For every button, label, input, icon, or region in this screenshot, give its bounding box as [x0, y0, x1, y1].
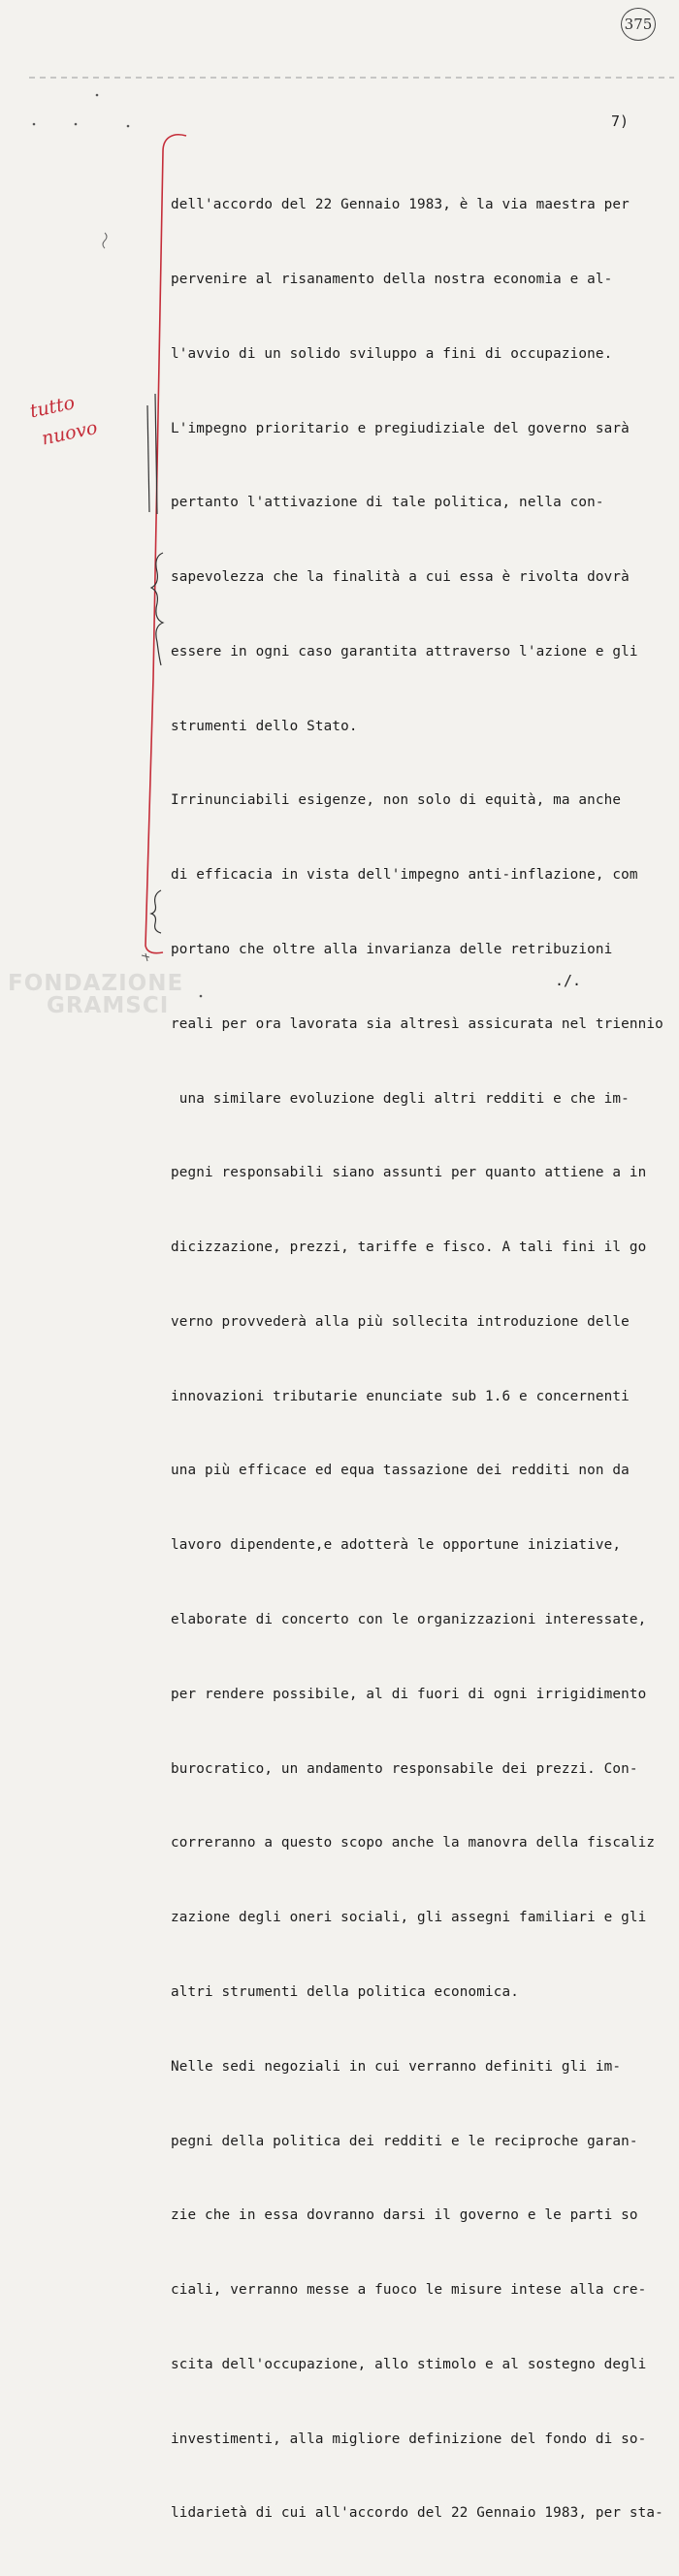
- text-line: reali per ora lavorata sia altresì assicurata nel triennio: [171, 1015, 663, 1032]
- text-line: pertanto l'attivazione di tale politica, nella con-: [171, 495, 604, 511]
- margin-curly-brace: [151, 890, 161, 933]
- text-line: una più efficace ed equa tassazione dei redditi non da: [171, 1463, 630, 1479]
- text-line: zie che in essa dovranno darsi il governo e le parti so: [171, 2207, 638, 2224]
- margin-note-line: tutto: [27, 392, 77, 423]
- text-line: ciali, verranno messe a fuoco le misure intese alla cre-: [171, 2282, 647, 2299]
- stray-mark: [127, 125, 130, 128]
- text-line: Nelle sedi negoziali in cui verranno definiti gli im-: [171, 2058, 622, 2075]
- stray-mark: [96, 94, 99, 97]
- text-line: verno provvederà alla più sollecita introduzione delle: [171, 1313, 630, 1330]
- text-line: burocratico, un andamento responsabile dei prezzi. Con-: [171, 1760, 638, 1777]
- text-line: lidarietà di cui all'accordo del 22 Gennaio 1983, per sta-: [171, 2505, 663, 2522]
- text-line: zazione degli oneri sociali, gli assegni familiari e gli: [171, 1910, 647, 1926]
- stray-mark: [75, 123, 78, 126]
- archive-number: 375: [621, 8, 656, 41]
- text-line: dicizzazione, prezzi, tariffe e fisco. A tali fini il go: [171, 1240, 647, 1256]
- text-line: l'avvio di un solido sviluppo a fini di occupazione.: [171, 345, 613, 362]
- watermark-line: GRAMSCI: [47, 993, 170, 1018]
- margin-note-line: nuovo: [39, 416, 100, 450]
- text-line: di efficacia in vista dell'impegno anti-inflazione, com: [171, 867, 638, 884]
- text-line: pervenire al risanamento della nostra economia e al-: [171, 271, 613, 287]
- stray-mark: [103, 233, 107, 248]
- text-line: una similare evoluzione degli altri redditi e che im-: [171, 1090, 630, 1107]
- text-line: correranno a questo scopo anche la manovra della fiscaliz: [171, 1835, 656, 1852]
- text-line: elaborate di concerto con le organizzazioni interessate,: [171, 1612, 647, 1628]
- watermark-line: FONDAZIONE: [8, 971, 184, 996]
- text-line: dell'accordo del 22 Gennaio 1983, è la via maestra per: [171, 197, 630, 213]
- stray-mark: [33, 123, 36, 126]
- text-line: scita dell'occupazione, allo stimolo e al sostegno degli: [171, 2356, 647, 2372]
- watermark: [8, 971, 184, 1018]
- text-line: investimenti, alla migliore definizione del fondo di so-: [171, 2431, 647, 2447]
- margin-double-line: [147, 405, 149, 512]
- stray-mark: [142, 953, 149, 961]
- continuation-mark: ./.: [555, 972, 582, 989]
- page-number: 7): [611, 113, 630, 130]
- text-line: pegni responsabili siano assunti per quanto attiene a in: [171, 1165, 647, 1181]
- text-line: sapevolezza che la finalità a cui essa è rivolta dovrà: [171, 569, 630, 586]
- text-line: altri strumenti della politica economica.: [171, 1983, 520, 2000]
- text-line: strumenti dello Stato.: [171, 718, 358, 734]
- text-line: portano che oltre alla invarianza delle retribuzioni: [171, 942, 613, 957]
- text-line: pegni della politica dei redditi e le reciproche garan-: [171, 2133, 638, 2149]
- text-line: Irrinunciabili esigenze, non solo di equità, ma anche: [171, 792, 622, 809]
- text-line: per rendere possibile, al di fuori di ogni irrigidimento: [171, 1686, 647, 1702]
- text-line: lavoro dipendente,e adotterà le opportune iniziative,: [171, 1537, 622, 1554]
- typed-body-text: [171, 144, 663, 2576]
- text-line: L'impegno prioritario e pregiudiziale del governo sarà: [171, 420, 630, 436]
- text-line: innovazioni tributarie enunciate sub 1.6 e concernenti: [171, 1388, 630, 1404]
- text-line: essere in ogni caso garantita attraverso l'azione e gli: [171, 643, 638, 660]
